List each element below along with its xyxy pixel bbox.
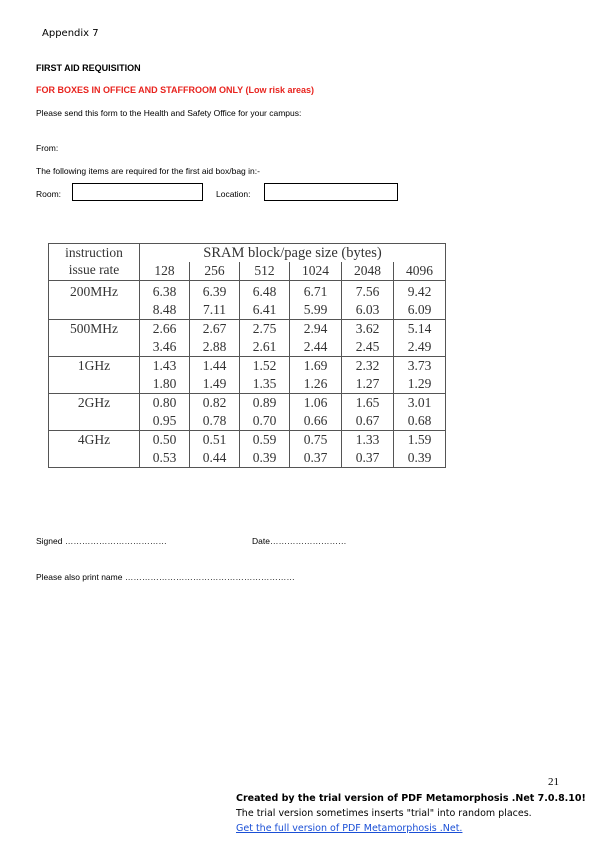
value-line: 1.49: [202, 376, 227, 391]
value-cell: [190, 281, 240, 320]
value-line: 0.39: [407, 450, 432, 465]
col-group-header: SRAM block/page size (bytes): [140, 244, 446, 263]
value-line: 8.48: [152, 302, 177, 317]
value-line: 0.70: [252, 413, 277, 428]
value-line: 1.65: [355, 395, 380, 410]
value-line: 0.78: [202, 413, 227, 428]
form-subtitle: FOR BOXES IN OFFICE AND STAFFROOM ONLY (Low risk areas): [36, 85, 315, 95]
value-cell: [190, 357, 240, 394]
value-line: 0.82: [202, 395, 227, 410]
value-cell: [140, 357, 190, 394]
value-line: 0.75: [303, 432, 328, 447]
value-line: 1.43: [152, 358, 177, 373]
value-line: 1.44: [202, 358, 227, 373]
value-line: 0.66: [303, 413, 328, 428]
value-line: 0.80: [152, 395, 177, 410]
value-cell: [342, 281, 394, 320]
appendix-label: Appendix 7: [42, 28, 99, 39]
value-line: 3.01: [407, 395, 432, 410]
value-line: 1.27: [355, 376, 380, 391]
value-line: 5.14: [407, 321, 432, 336]
value-cell: [140, 320, 190, 357]
value-cell: [240, 431, 290, 468]
value-line: 1.26: [303, 376, 328, 391]
page-number: 21: [548, 776, 559, 788]
form-title: FIRST AID REQUISITION: [36, 63, 141, 73]
value-line: 0.50: [152, 432, 177, 447]
value-line: 6.41: [252, 302, 277, 317]
value-cell: [240, 357, 290, 394]
row-header-line1: instruction: [65, 245, 123, 260]
value-line: 0.44: [202, 450, 227, 465]
value-line: 2.75: [252, 321, 277, 336]
value-cell: [140, 431, 190, 468]
value-line: 1.29: [407, 376, 432, 391]
row-header-line2: issue rate: [68, 262, 120, 277]
value-line: 6.71: [303, 284, 328, 299]
table-row: [49, 281, 446, 320]
frequency-cell: 2GHz: [49, 394, 140, 431]
value-cell: [140, 394, 190, 431]
value-line: 6.03: [355, 302, 380, 317]
value-line: 0.39: [252, 450, 277, 465]
value-line: 5.99: [303, 302, 328, 317]
value-line: 0.37: [303, 450, 328, 465]
value-line: 0.67: [355, 413, 380, 428]
table-row: [49, 431, 446, 468]
value-line: 1.69: [303, 358, 328, 373]
value-line: 2.66: [152, 321, 177, 336]
value-line: 0.37: [355, 450, 380, 465]
value-cell: [342, 357, 394, 394]
value-cell: [240, 281, 290, 320]
value-line: 2.94: [303, 321, 328, 336]
items-required-text: The following items are required for the first aid box/bag in:-: [36, 166, 260, 176]
value-cell: [394, 281, 446, 320]
value-cell: [290, 357, 342, 394]
value-line: 6.09: [407, 302, 432, 317]
value-cell: [290, 431, 342, 468]
value-cell: [140, 281, 190, 320]
value-line: 3.73: [407, 358, 432, 373]
value-cell: [394, 394, 446, 431]
value-line: 7.11: [202, 302, 227, 317]
size-header: 2048: [342, 262, 394, 281]
value-line: 0.51: [202, 432, 227, 447]
value-line: 1.35: [252, 376, 277, 391]
value-line: 2.49: [407, 339, 432, 354]
frequency-cell: 500MHz: [49, 320, 140, 357]
value-line: 2.45: [355, 339, 380, 354]
value-cell: [342, 431, 394, 468]
value-line: 7.56: [355, 284, 380, 299]
value-line: 2.61: [252, 339, 277, 354]
value-line: 0.89: [252, 395, 277, 410]
value-line: 3.62: [355, 321, 380, 336]
value-cell: [290, 394, 342, 431]
value-line: 1.59: [407, 432, 432, 447]
instructions-text: Please send this form to the Health and Safety Office for your campus:: [36, 108, 302, 118]
trial-notice-title: Created by the trial version of PDF Metamorphosis .Net 7.0.8.10!: [236, 793, 586, 804]
value-cell: [240, 394, 290, 431]
value-line: 1.80: [152, 376, 177, 391]
from-label: From:: [36, 143, 59, 153]
value-line: 1.33: [355, 432, 380, 447]
location-field[interactable]: [264, 183, 398, 201]
location-label: Location:: [216, 189, 251, 199]
value-line: 6.48: [252, 284, 277, 299]
table-row: [49, 357, 446, 394]
value-cell: [394, 357, 446, 394]
value-line: 0.95: [152, 413, 177, 428]
size-header: 1024: [290, 262, 342, 281]
value-line: 2.88: [202, 339, 227, 354]
trial-full-version-link[interactable]: Get the full version of PDF Metamorphosis .Net.: [236, 823, 463, 834]
value-cell: [190, 394, 240, 431]
value-line: 1.06: [303, 395, 328, 410]
sram-table-figure: [48, 243, 446, 468]
value-line: 1.52: [252, 358, 277, 373]
value-cell: [240, 320, 290, 357]
value-line: 0.68: [407, 413, 432, 428]
value-cell: [394, 320, 446, 357]
frequency-cell: 1GHz: [49, 357, 140, 394]
value-cell: [342, 394, 394, 431]
value-line: 0.53: [152, 450, 177, 465]
value-line: 2.44: [303, 339, 328, 354]
value-cell: [394, 431, 446, 468]
row-header: [49, 244, 140, 281]
table-row: [49, 394, 446, 431]
room-field[interactable]: [72, 183, 203, 201]
print-name-line: Please also print name ……………………………………………………: [36, 572, 295, 582]
value-cell: [190, 431, 240, 468]
value-cell: [290, 320, 342, 357]
frequency-cell: 200MHz: [49, 281, 140, 320]
trial-notice-text: The trial version sometimes inserts "trial" into random places.: [236, 808, 532, 819]
value-line: 2.67: [202, 321, 227, 336]
frequency-cell: 4GHz: [49, 431, 140, 468]
room-label: Room:: [36, 189, 62, 199]
value-line: 6.39: [202, 284, 227, 299]
table-row: [49, 320, 446, 357]
size-header: 256: [190, 262, 240, 281]
value-line: 9.42: [407, 284, 432, 299]
signed-line: Signed ………………………………: [36, 536, 167, 546]
value-cell: [190, 320, 240, 357]
size-header: 512: [240, 262, 290, 281]
value-line: 3.46: [152, 339, 177, 354]
date-line: Date………………………: [252, 536, 347, 546]
value-cell: [342, 320, 394, 357]
size-header: 128: [140, 262, 190, 281]
value-line: 6.38: [152, 284, 177, 299]
value-line: 2.32: [355, 358, 380, 373]
value-line: 0.59: [252, 432, 277, 447]
sram-table: [48, 243, 446, 468]
size-header: 4096: [394, 262, 446, 281]
value-cell: [290, 281, 342, 320]
